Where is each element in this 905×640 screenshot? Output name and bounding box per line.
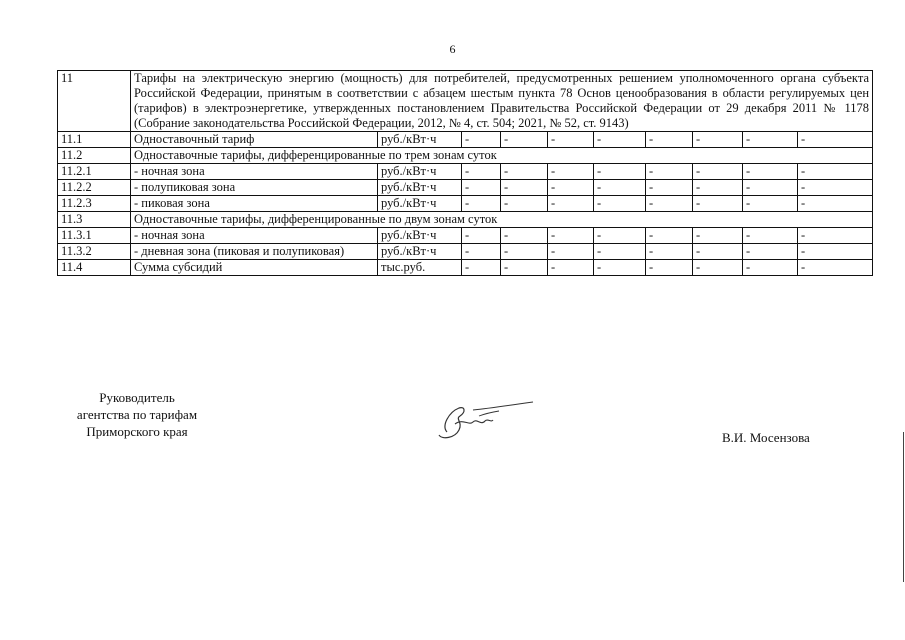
page-number: 6	[449, 42, 456, 56]
value-cell: -	[594, 228, 646, 244]
value-cell: -	[501, 164, 548, 180]
value-cell: -	[646, 180, 693, 196]
value-cell: -	[501, 180, 548, 196]
value-cell: -	[798, 260, 873, 276]
row-name: - дневная зона (пиковая и полупиковая)	[131, 244, 378, 260]
value-cell: -	[594, 196, 646, 212]
value-cell: -	[798, 228, 873, 244]
section-title: Одноставочные тарифы, дифференцированные по двум зонам суток	[131, 212, 873, 228]
table-section-row	[58, 212, 873, 228]
value-cell: -	[548, 244, 594, 260]
row-number: 11.3	[58, 212, 131, 228]
value-cell: -	[594, 164, 646, 180]
value-cell: -	[462, 244, 501, 260]
row-unit: руб./кВт·ч	[378, 244, 462, 260]
row-name: Сумма субсидий	[131, 260, 378, 276]
value-cell: -	[594, 244, 646, 260]
value-cell: -	[743, 180, 798, 196]
value-cell: -	[743, 260, 798, 276]
value-cell: -	[798, 196, 873, 212]
row-name: - ночная зона	[131, 164, 378, 180]
table-row	[58, 228, 873, 244]
value-cell: -	[743, 228, 798, 244]
row-name: - пиковая зона	[131, 196, 378, 212]
value-cell: -	[743, 132, 798, 148]
value-cell: -	[594, 132, 646, 148]
value-cell: -	[646, 244, 693, 260]
value-cell: -	[501, 132, 548, 148]
table-header-row	[58, 71, 873, 132]
value-cell: -	[548, 132, 594, 148]
value-cell: -	[743, 164, 798, 180]
handwritten-signature	[433, 400, 543, 445]
value-cell: -	[548, 196, 594, 212]
row-number: 11.2.3	[58, 196, 131, 212]
table-row	[58, 180, 873, 196]
value-cell: -	[548, 228, 594, 244]
signatory-name: В.И. Мосензова	[722, 430, 810, 445]
row-unit: руб./кВт·ч	[378, 132, 462, 148]
value-cell: -	[501, 196, 548, 212]
row-number: 11.3.2	[58, 244, 131, 260]
value-cell: -	[462, 228, 501, 244]
value-cell: -	[646, 228, 693, 244]
value-cell: -	[646, 260, 693, 276]
row-number: 11	[58, 71, 131, 132]
value-cell: -	[462, 132, 501, 148]
table-row	[58, 196, 873, 212]
row-unit: руб./кВт·ч	[378, 164, 462, 180]
table-row	[58, 132, 873, 148]
signatory-title	[52, 389, 222, 440]
table-row	[58, 260, 873, 276]
value-cell: -	[743, 244, 798, 260]
value-cell: -	[693, 180, 743, 196]
value-cell: -	[646, 164, 693, 180]
value-cell: -	[462, 164, 501, 180]
value-cell: -	[548, 164, 594, 180]
value-cell: -	[501, 228, 548, 244]
row-unit: руб./кВт·ч	[378, 180, 462, 196]
value-cell: -	[594, 260, 646, 276]
value-cell: -	[693, 196, 743, 212]
value-cell: -	[594, 180, 646, 196]
value-cell: -	[462, 180, 501, 196]
row-number: 11.2	[58, 148, 131, 164]
value-cell: -	[693, 164, 743, 180]
row-number: 11.3.1	[58, 228, 131, 244]
value-cell: -	[548, 180, 594, 196]
row-unit: тыс.руб.	[378, 260, 462, 276]
row-number: 11.1	[58, 132, 131, 148]
value-cell: -	[693, 132, 743, 148]
row-unit: руб./кВт·ч	[378, 196, 462, 212]
row-unit: руб./кВт·ч	[378, 228, 462, 244]
value-cell: -	[548, 260, 594, 276]
signatory-title-line: Приморского края	[86, 424, 188, 439]
value-cell: -	[693, 228, 743, 244]
table-section-description: Тарифы на электрическую энергию (мощность) для потребителей, предусмотренных решением уполномоченного органа субъекта Российской Федерации, принятым в соответствии с абзацем шестым пункта 78 Основ ценообразования в области регулируемых цен (тарифов) в электроэнергетике, утвержденных постановлением Правительства Российской Федерации от 29 декабря 2011 № 1178 (Собрание законодательства Российской Федерации, 2012, № 4, ст. 504; 2021, № 52, ст. 9143)	[131, 71, 873, 132]
value-cell: -	[646, 132, 693, 148]
row-name: Одноставочный тариф	[131, 132, 378, 148]
scan-edge-line	[903, 432, 904, 582]
value-cell: -	[693, 260, 743, 276]
tariff-table	[57, 70, 873, 276]
value-cell: -	[501, 260, 548, 276]
value-cell: -	[798, 244, 873, 260]
value-cell: -	[462, 196, 501, 212]
row-number: 11.2.2	[58, 180, 131, 196]
table-section-row	[58, 148, 873, 164]
value-cell: -	[798, 164, 873, 180]
value-cell: -	[693, 244, 743, 260]
signatory-title-line: агентства по тарифам	[76, 407, 198, 422]
row-number: 11.4	[58, 260, 131, 276]
table-row	[58, 164, 873, 180]
row-name: - полупиковая зона	[131, 180, 378, 196]
signatory-title-line: Руководитель	[99, 390, 175, 405]
value-cell: -	[501, 244, 548, 260]
value-cell: -	[743, 196, 798, 212]
value-cell: -	[646, 196, 693, 212]
section-title: Одноставочные тарифы, дифференцированные по трем зонам суток	[131, 148, 873, 164]
table-row	[58, 244, 873, 260]
value-cell: -	[462, 260, 501, 276]
value-cell: -	[798, 132, 873, 148]
value-cell: -	[798, 180, 873, 196]
row-number: 11.2.1	[58, 164, 131, 180]
row-name: - ночная зона	[131, 228, 378, 244]
